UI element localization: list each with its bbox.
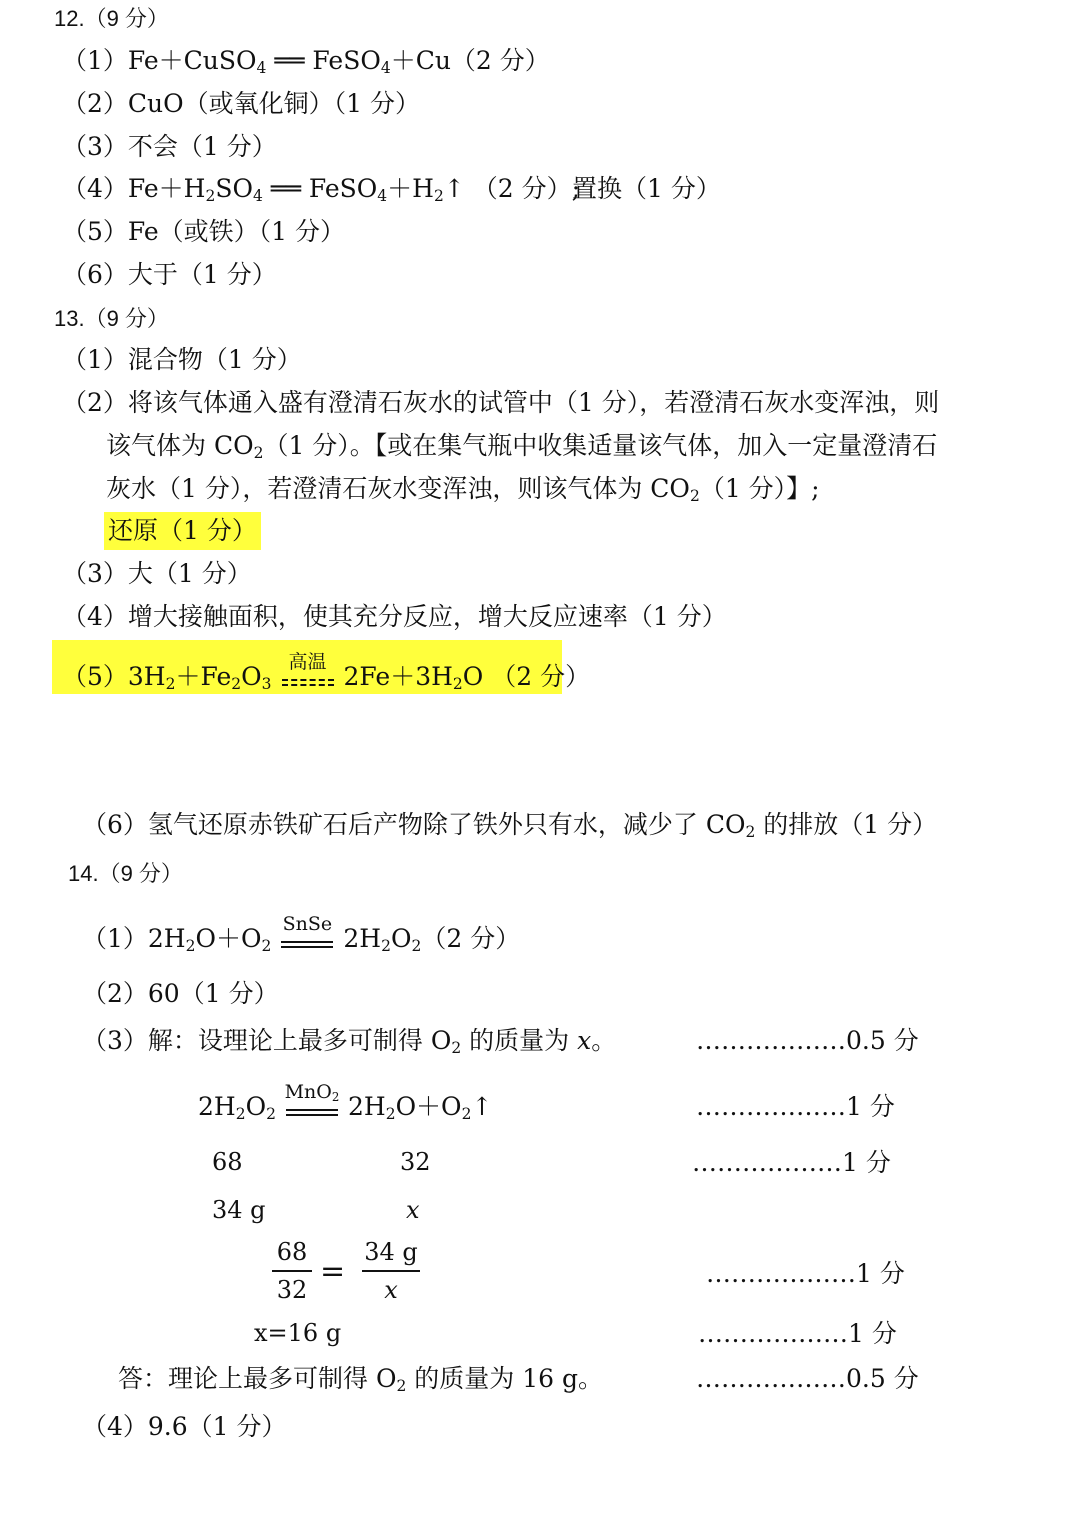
q13-answer-5: $(5)3H_2+Fe_2O_3$ 高温 $2Fe+3H_2O$ （2 分）: [62, 650, 591, 693]
score-line: ………………0.5 分: [696, 1026, 919, 1055]
ratio-right: 32: [400, 1148, 431, 1176]
fraction-right-denominator: x: [384, 1276, 398, 1304]
fraction-right-numerator: 34 g: [364, 1238, 418, 1266]
q12-header: 12.（9 分）: [54, 6, 169, 31]
fraction-left: [272, 1236, 312, 1306]
q12-answer-2: （2）CuO（或氧化铜）（1 分）: [62, 89, 420, 118]
q12-answer-5: （5）Fe（或铁）（1 分）: [62, 217, 346, 246]
q14-header: 14.（9 分）: [68, 861, 183, 886]
score-line: ………………1 分: [698, 1319, 897, 1348]
q13-answer-4: （4）增大接触面积，使其充分反应，增大反应速率（1 分）: [62, 602, 727, 631]
q14-answer-3: （3）解：设理论上最多可制得 $O_2$ 的质量为 x。: [82, 1026, 617, 1057]
q12-answer-4: $(4)Fe+H_2SO_4$ ══ $FeSO_4+H_2↑$ （2 分）;: [62, 174, 580, 205]
reaction-arrow: MnO$_2$: [282, 1096, 342, 1122]
given-left: 34 g: [212, 1196, 266, 1224]
fraction-equals: =: [320, 1254, 346, 1289]
q13-answer-2-line-2: 该气体为 $CO_2(1$ 分）。【或在集气瓶中收集适量该气体，加入一定量澄清石: [106, 431, 938, 462]
q13-answer-6: （6）氢气还原赤铁矿石后产物除了铁外只有水，减少了 $CO_2$ 的排放（1 分）: [82, 810, 938, 841]
score-line: ………………1 分: [696, 1092, 895, 1121]
score-line: ………………1 分: [706, 1259, 905, 1288]
score-line: ………………0.5 分: [696, 1364, 919, 1393]
result: x=16 g: [254, 1319, 342, 1347]
fraction-right: [362, 1236, 420, 1306]
score-line: ………………1 分: [692, 1148, 891, 1177]
q13-answer-2-line-3: 灰水（1 分），若澄清石灰水变浑浊，则该气体为 $CO_2(1$ 分）】;: [106, 474, 820, 505]
given-right: x: [406, 1196, 420, 1224]
q14-answer-4: （4）9.6（1 分）: [82, 1412, 287, 1441]
q14-answer-2: （2）60（1 分）: [82, 979, 279, 1008]
q14-equation: $2H_2O_2$ MnO$_2$ $2H_2O+O_2↑$: [198, 1080, 493, 1123]
q14-conclusion: 答：理论上最多可制得 $O_2$ 的质量为 16 g。: [118, 1364, 603, 1395]
q13-answer-1: （1）混合物（1 分）: [62, 345, 302, 374]
reaction-arrow: SnSe: [277, 928, 337, 954]
q12-answer-1: （1）Fe＋CuSO$_4$ ══ FeSO$_4$＋Cu（2 分）: [62, 46, 550, 77]
q14-answer-1: $(1)2H_2O+O_2$ SnSe $2H_2O_2(2$ 分）: [82, 912, 521, 955]
q12-answer-6: （6）大于（1 分）: [62, 260, 277, 289]
q13-answer-3: （3）大（1 分）: [62, 559, 252, 588]
fraction-left-denominator: 32: [276, 1276, 308, 1304]
q12-answer-4-reaction-type: 置换（1 分）: [572, 174, 721, 203]
q12-answer-3: （3）不会（1 分）: [62, 132, 277, 161]
q13-header: 13.（9 分）: [54, 306, 169, 331]
q13-answer-2-highlight: 还原（1 分）: [104, 512, 261, 550]
reaction-arrow: 高温: [278, 666, 338, 692]
q13-answer-2-line-1: （2）将该气体通入盛有澄清石灰水的试管中（1 分），若澄清石灰水变浑浊，则: [62, 388, 940, 417]
fraction-left-numerator: 68: [276, 1238, 308, 1266]
ratio-left: 68: [212, 1148, 243, 1176]
